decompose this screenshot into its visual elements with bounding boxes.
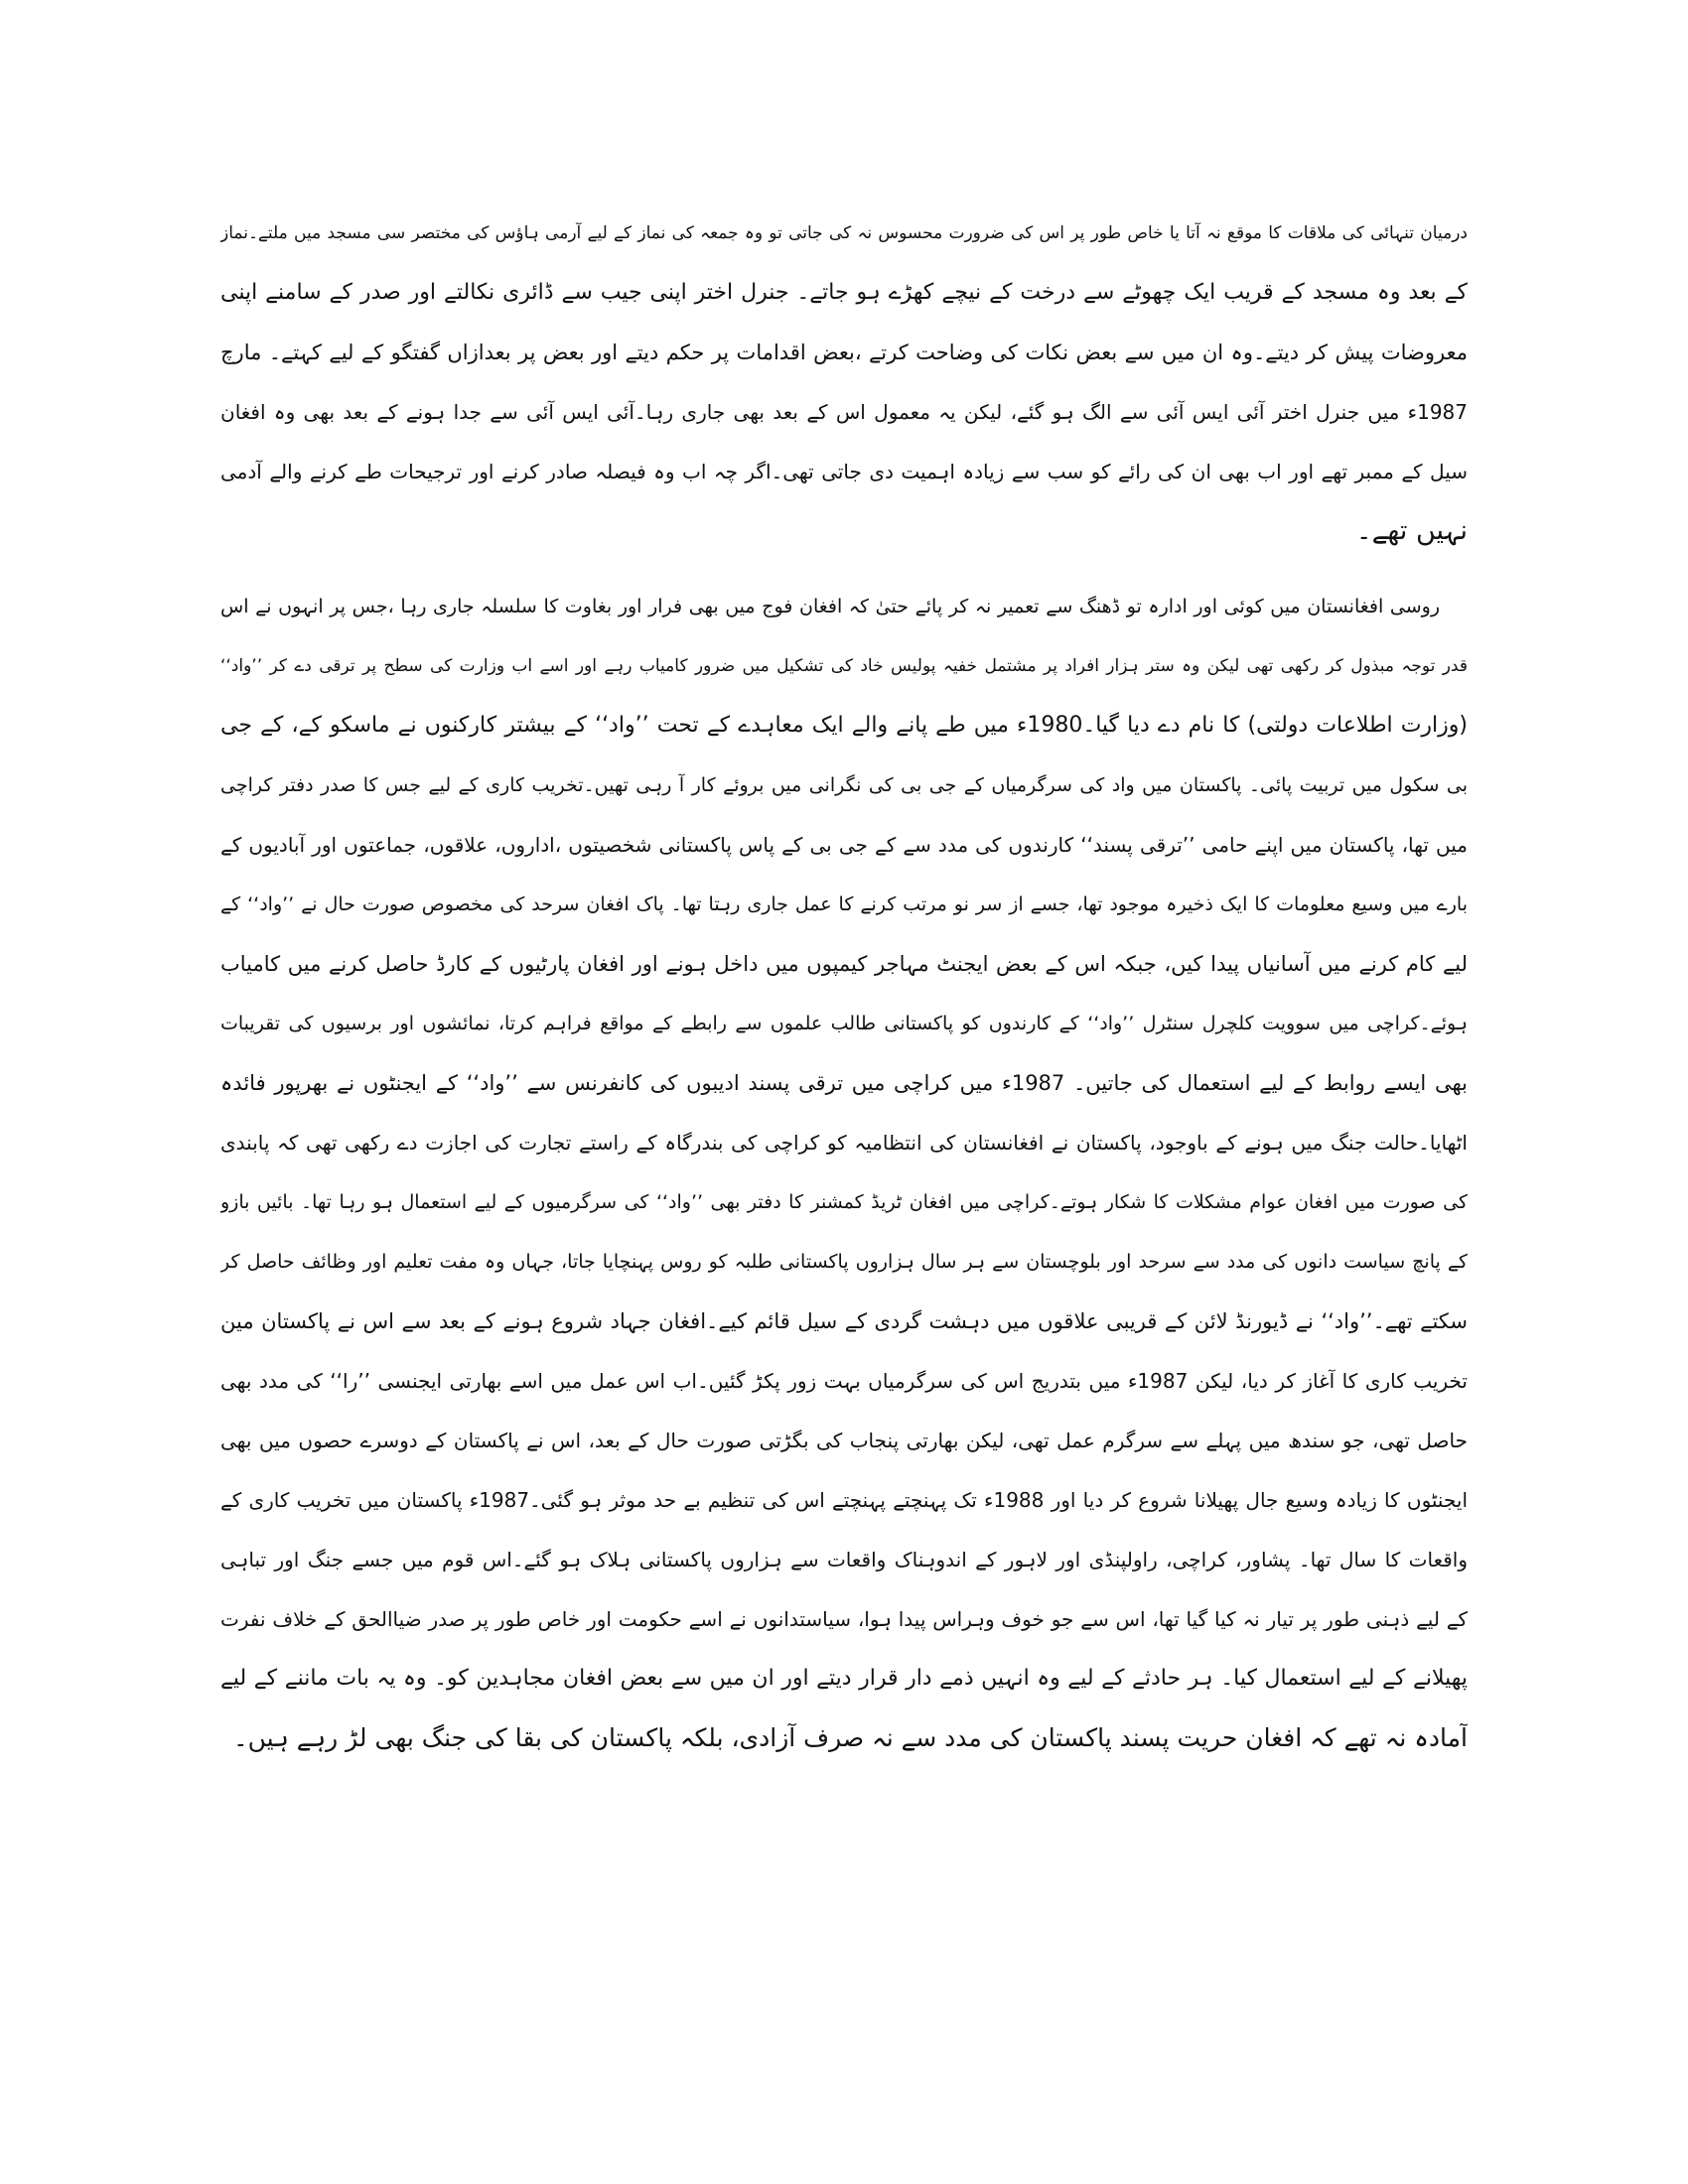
paragraph-2-line-19: پھیلانے کے لیے استعمال کیا۔ ہر حادثے کے لیے وہ انہیں ذمے دار قرار دیتے اور ان میں سے بعض افغان مجاہدین کو۔ وہ یہ بات ماننے کے لیے bbox=[220, 1666, 1468, 1691]
paragraph-1-line-2: کے بعد وہ مسجد کے قریب ایک چھوٹے سے درخت کے نیچے کھڑے ہو جاتے۔ جنرل اختر اپنی جیب سے ڈائری نکالتے اور صدر کے سامنے اپنی bbox=[220, 280, 1468, 305]
body-text bbox=[220, 204, 1468, 1768]
paragraph-2-line-16: ایجنٹوں کا زیادہ وسیع جال پھیلانا شروع کر دیا اور 1988ء تک پہنچتے پہنچتے اس کی تنظیم بے حد موثر ہو گئی۔1987ء پاکستان میں تخریب کاری کے bbox=[220, 1488, 1468, 1512]
paragraph-2-line-14: تخریب کاری کا آغاز کر دیا، لیکن 1987ء میں بتدریج اس کی سرگرمیاں بہت زور پکڑ گئیں۔اب اس عمل میں اسے بھارتی ایجنسی ’’را‘‘ کی مدد بھی bbox=[220, 1369, 1468, 1393]
paragraph-2-line-2: قدر توجہ مبذول کر رکھی تھی لیکن وہ ستر ہزار افراد پر مشتمل خفیہ پولیس خاد کی تشکیل میں ضرور کامیاب رہے اور اسے اب وزارت کی سطح پر ترقی دے کر ’’واد‘‘ bbox=[220, 656, 1468, 676]
paragraph-1-line-4: 1987ء میں جنرل اختر آئی ایس آئی سے الگ ہو گئے، لیکن یہ معمول اس کے بعد بھی جاری رہا۔آئی ایس آئی سے جدا ہونے کے بعد بھی وہ افغان bbox=[220, 400, 1468, 424]
paragraph-2-line-6: بارے میں وسیع معلومات کا ایک ذخیرہ موجود تھا، جسے از سر نو مرتب کرنے کا عمل جاری رہتا تھا۔ پاک افغان سرحد کی مخصوص صورت حال نے ’’واد‘‘ کے bbox=[220, 893, 1468, 915]
paragraph-1-line-1: درمیان تنہائی کی ملاقات کا موقع نہ آتا یا خاص طور پر اس کی ضرورت محسوس نہ کی جاتی تو وہ جمعہ کی نماز کے لیے آرمی ہاؤس کی مختصر سی مسجد میں ملتے۔نماز bbox=[220, 223, 1468, 243]
paragraph-2-line-17: واقعات کا سال تھا۔ پشاور، کراچی، راولپنڈی اور لاہور کے اندوہناک واقعات سے ہزاروں پاکستانی ہلاک ہو گئے۔اس قوم میں جسے جنگ اور تباہی bbox=[220, 1548, 1468, 1571]
paragraph-1 bbox=[220, 204, 1468, 561]
paragraph-2-line-20: آمادہ نہ تھے کہ افغان حریت پسند پاکستان کی مدد سے نہ صرف آزادی، بلکہ پاکستان کی بقا کی جنگ بھی لڑ رہے ہیں۔ bbox=[232, 1723, 1468, 1752]
paragraph-2-line-13: سکتے تھے۔’’واد‘‘ نے ڈیورنڈ لائن کے قریبی علاقوں میں دہشت گردی کے سیل قائم کیے۔افغان جہاد شروع ہونے کے بعد سے اس نے پاکستان مین bbox=[220, 1309, 1468, 1333]
paragraph-2-line-1: روسی افغانستان میں کوئی اور ادارہ تو ڈھنگ سے تعمیر نہ کر پائے حتیٰ کہ افغان فوج میں بھی فرار اور بغاوت کا سلسلہ جاری رہا ،جس پر انہوں نے اس bbox=[220, 596, 1440, 617]
paragraph-2 bbox=[220, 577, 1468, 1768]
paragraph-2-line-9: بھی ایسے روابط کے لیے استعمال کی جاتیں۔ 1987ء میں کراچی میں ترقی پسند ادیبوں کی کانفرنس سے ’’واد‘‘ کے ایجنٹوں نے بھرپور فائدہ bbox=[220, 1071, 1468, 1095]
paragraph-spacer bbox=[220, 561, 1468, 577]
paragraph-2-line-12: کے پانچ سیاست دانوں کی مدد سے سرحد اور بلوچستان سے ہر سال ہزاروں پاکستانی طلبہ کو روس پہنچایا جاتا، جہاں وہ مفت تعلیم اور وظائف حاصل کر bbox=[220, 1251, 1468, 1273]
paragraph-2-line-4: بی سکول میں تربیت پائی۔ پاکستان میں واد کی سرگرمیاں کے جی بی کی نگرانی میں بروئے کار آ رہی تھیں۔تخریب کاری کے لیے جس کا صدر دفتر کراچی bbox=[220, 774, 1468, 796]
paragraph-2-line-7: لیے کام کرنے میں آسانیاں پیدا کیں، جبکہ اس کے بعض ایجنٹ مہاجر کیمپوں میں داخل ہونے اور افغان پارٹیوں کے کارڈ حاصل کرنے میں کامیاب bbox=[220, 952, 1468, 976]
paragraph-2-line-18: کے لیے ذہنی طور پر تیار نہ کیا گیا تھا، اس سے جو خوف وہراس پیدا ہوا، سیاستدانوں نے اسے حکومت اور خاص طور پر صدر ضیاالحق کے خلاف نفرت bbox=[220, 1607, 1468, 1631]
paragraph-1-line-5: سیل کے ممبر تھے اور اب بھی ان کی رائے کو سب سے زیادہ اہمیت دی جاتی تھی۔اگر چہ اب وہ فیصلہ صادر کرنے اور ترجیحات طے کرنے والے آدمی bbox=[220, 460, 1468, 483]
paragraph-2-line-8: ہوئے۔کراچی میں سوویت کلچرل سنٹرل ’’واد‘‘ کے کارندوں کو پاکستانی طالب علموں سے رابطے کے مواقع فراہم کرتا، نمائشوں اور برسیوں کی تقریبات bbox=[220, 1013, 1468, 1034]
paragraph-2-line-15: حاصل تھی، جو سندھ میں پہلے سے سرگرم عمل تھی، لیکن بھارتی پنجاب کی بگڑتی صورت حال کے بعد، اس نے پاکستان کے دوسرے حصوں میں بھی bbox=[220, 1429, 1468, 1452]
paragraph-1-line-6: نہیں تھے۔ bbox=[1355, 515, 1468, 546]
paragraph-2-line-5: میں تھا، پاکستان میں اپنے حامی ’’ترقی پسند‘‘ کارندوں کی مدد سے کے جی بی کے پاس پاکستانی شخصیتوں ،اداروں، علاقوں، جماعتوں اور آبادیوں کے bbox=[220, 833, 1468, 857]
paragraph-2-line-3: (وزارت اطلاعات دولتی) کا نام دے دیا گیا۔1980ء میں طے پانے والے ایک معاہدے کے تحت ’’واد‘‘ کے بیشتر کارکنوں نے ماسکو کے، کے جی bbox=[220, 713, 1468, 738]
paragraph-1-line-3: معروضات پیش کر دیتے۔وہ ان میں سے بعض نکات کی وضاحت کرتے ،بعض اقدامات پر حکم دیتے اور بعض پر بعدازاں گفتگو کے لیے کہتے۔ مارچ bbox=[220, 341, 1468, 364]
paragraph-2-line-11: کی صورت میں افغان عوام مشکلات کا شکار ہوتے۔کراچی میں افغان ٹریڈ کمشنر کا دفتر بھی ’’واد‘‘ کی سرگرمیوں کے لیے استعمال ہو رہا تھا۔ بائیں بازو bbox=[220, 1191, 1468, 1213]
paragraph-2-line-10: اٹھایا۔حالت جنگ میں ہونے کے باوجود، پاکستان نے افغانستان کی انتظامیہ کو کراچی کی بندرگاہ کے راستے تجارت کی اجازت دے رکھی تھی کہ پابندی bbox=[220, 1131, 1468, 1155]
